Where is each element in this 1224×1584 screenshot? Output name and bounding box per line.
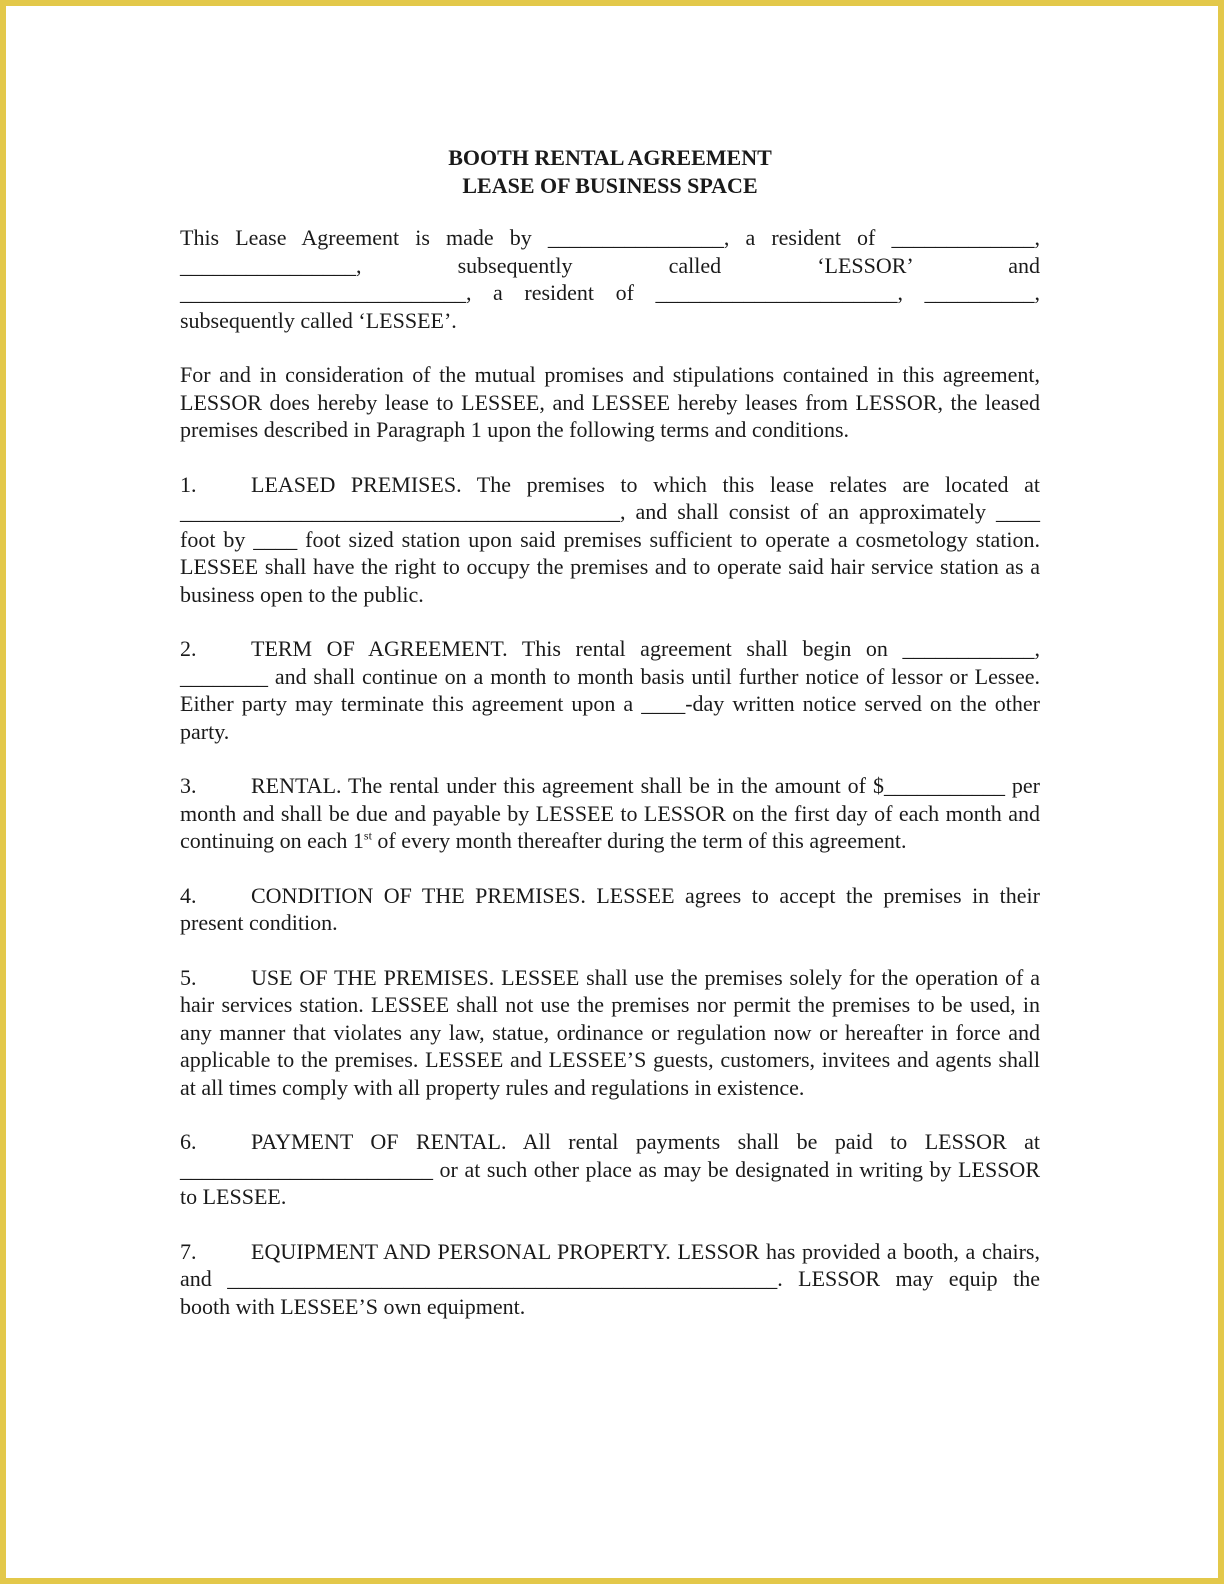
intro-line-3: __________________________, a resident of ______________________, __________, <box>180 280 1040 305</box>
section-text-continued: of every month thereafter during the term of this agreement. <box>371 828 907 853</box>
section-equipment-and-property <box>180 1238 1040 1321</box>
section-number: 3. <box>180 773 197 798</box>
section-text: CONDITION OF THE PREMISES. LESSEE agrees to accept the premises in their present condition. <box>180 882 1040 935</box>
consideration-paragraph: For and in consideration of the mutual promises and stipulations contained in this agreement, LESSOR does hereby lease to LESSEE, and LESSEE hereby leases from LESSOR, the leased premises described in Paragraph 1 upon the following terms and conditions. <box>180 362 1040 442</box>
section-text: USE OF THE PREMISES. LESSEE shall use the premises solely for the operation of a hair services station. LESSEE shall not use the premises nor permit the premises to be used, in any manner that violates any law, statue, ordinance or regulation now or hereafter in force and applicable to the premises. LESSEE and LESSEE’S guests, customers, invitees and agents shall at all times comply with all property rules and regulations in existence. <box>180 964 1040 1100</box>
section-number: 6. <box>180 1129 197 1154</box>
section-number: 7. <box>180 1238 197 1264</box>
intro-line-2: ________________, subsequently called ‘LESSOR’ and <box>180 252 1040 278</box>
document-title <box>180 144 1040 200</box>
section-rental <box>180 772 1040 855</box>
intro-line-1: This Lease Agreement is made by ________________, a resident of _____________, <box>180 225 1040 250</box>
section-number: 2. <box>180 636 197 661</box>
intro-paragraph <box>180 224 1040 334</box>
section-text: EQUIPMENT AND PERSONAL PROPERTY. LESSOR has provided a booth, a chairs, and __________________________________________________. LESSOR may equip the booth with LESSEE’S own equipment. <box>180 1238 1040 1319</box>
section-use-of-premises <box>180 964 1040 1102</box>
section-text: TERM OF AGREEMENT. This rental agreement shall begin on ____________, ________ and shall continue on a month to month basis until further notice of lessor or Lessee. Either party may terminate this agreement upon a ____-day written notice served on the other party. <box>180 636 1040 744</box>
section-number: 5. <box>180 964 197 990</box>
title-line-1: BOOTH RENTAL AGREEMENT <box>448 145 772 170</box>
section-term-of-agreement <box>180 635 1040 745</box>
section-text: RENTAL. The rental under this agreement shall be in the amount of $___________ per month and shall be due and payable by LESSEE to LESSOR on the first day of each month and continuing on each 1 <box>180 773 1040 853</box>
section-condition-of-premises <box>180 882 1040 937</box>
section-number: 4. <box>180 882 197 908</box>
document-body <box>180 144 1040 1347</box>
section-number: 1. <box>180 471 197 497</box>
section-payment-of-rental <box>180 1128 1040 1211</box>
section-leased-premises <box>180 471 1040 609</box>
ordinal-superscript: st <box>363 828 372 843</box>
section-text: PAYMENT OF RENTAL. All rental payments shall be paid to LESSOR at _______________________ or at such other place as may be designated in writing by LESSOR to LESSEE. <box>180 1129 1040 1209</box>
intro-line-4: subsequently called ‘LESSEE’. <box>180 307 457 333</box>
section-text: LEASED PREMISES. The premises to which this lease relates are located at ________________________________________, and shall consist of an approximately ____ foot by ____ foot sized station upon said premises sufficient to operate a cosmetology station. LESSEE shall have the right to occupy the premises and to operate said hair service station as a business open to the public. <box>180 471 1040 607</box>
title-line-2: LEASE OF BUSINESS SPACE <box>462 173 758 198</box>
